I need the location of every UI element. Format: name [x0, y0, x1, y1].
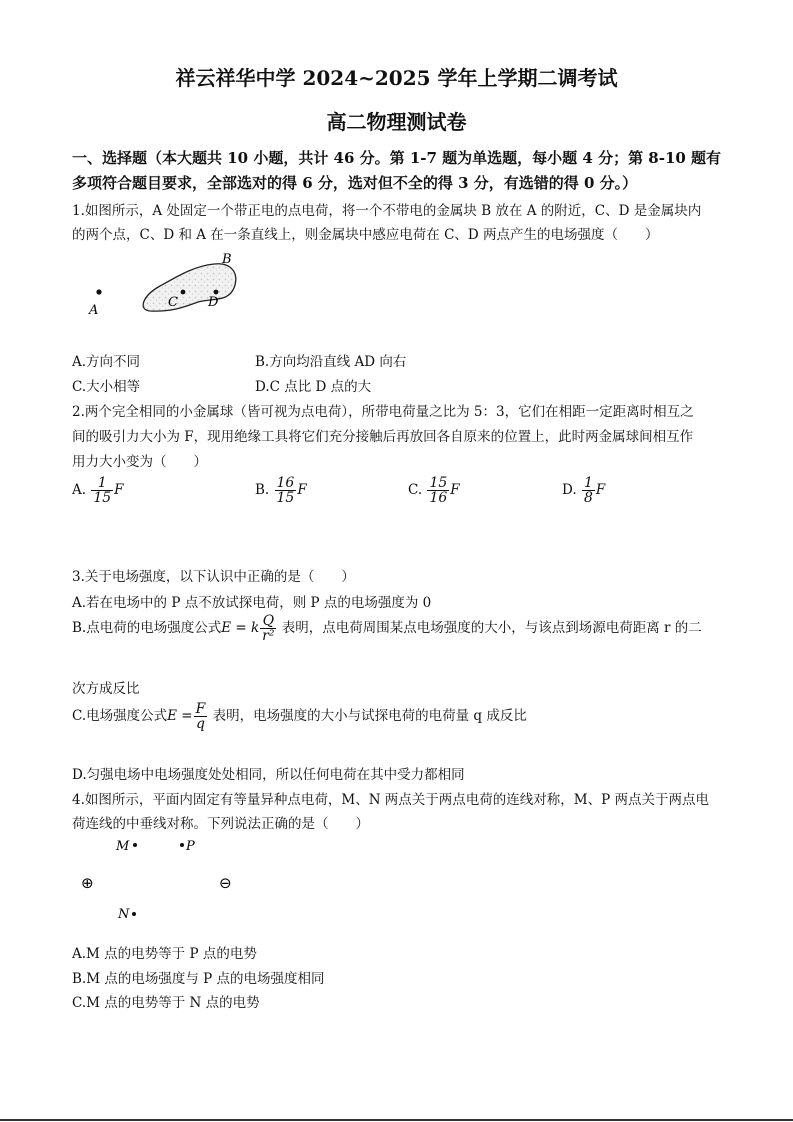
q3-formula-b-fraction: $\frac{Q}{\text{r²}}$	[262, 613, 275, 644]
q2-option-d-label: D.	[562, 482, 577, 498]
metal-block-b	[143, 264, 236, 311]
q2-stem-line1: 2.两个完全相同的小金属球（皆可视为点电荷），所带电荷量之比为 5：3，它们在相距一定距离时相互之	[72, 404, 694, 420]
q3-formula-c-lhs: E =	[167, 708, 193, 724]
q4-option-b: B.M 点的电场强度与 P 点的电场强度相同	[72, 971, 325, 987]
q4-stem-line1: 4.如图所示，平面内固定有等量异种点电荷，M、N 两点关于两点电荷的连线对称，M、P 两点关于两点电	[72, 792, 710, 808]
point-d-dot	[214, 290, 219, 295]
q1-option-d: D.C 点比 D 点的大	[255, 379, 372, 395]
q3-formula-b-lhs: E = k	[221, 620, 260, 636]
q2-stem-line3: 用力大小变为（ ）	[72, 454, 207, 470]
point-c-dot	[181, 290, 186, 295]
q3-stem: 3.关于电场强度，以下认识中正确的是（ ）	[72, 569, 355, 585]
exam-subtitle: 高二物理测试卷	[326, 110, 467, 134]
q2-option-b-label: B.	[255, 482, 270, 498]
q1-option-a: A.方向不同	[72, 354, 141, 370]
section-heading-line2: 多项符合题目要求，全部选对的得 6 分，选对但不全的得 3 分，有选错的得 0 分。）	[72, 174, 638, 192]
q1-stem-line1: 1.如图所示，A 处固定一个带正电的点电荷，将一个不带电的金属块 B 放在 A 的附近，C、D 是金属块内	[72, 203, 702, 219]
q2-option-a: A. $\frac{1}{15}$ F	[72, 475, 124, 506]
q1-figure	[80, 248, 250, 328]
page-bottom-rule	[0, 1119, 793, 1121]
section-heading-line1: 一、选择题（本大题共 10 小题，共计 46 分。第 1-7 题为单选题，每小题 4 分；第 8-10 题有	[72, 149, 722, 167]
q3-option-b-cont: 次方成反比	[72, 681, 140, 697]
label-p: P	[186, 839, 195, 854]
label-a: A	[89, 303, 99, 318]
q4-stem-line2: 荷连线的中垂线对称。下列说法正确的是（ ）	[72, 816, 369, 832]
q4-option-c: C.M 点的电势等于 N 点的电势	[72, 995, 260, 1011]
q3-option-d: D.匀强电场中电场强度处处相同，所以任何电荷在其中受力都相同	[72, 767, 465, 783]
label-b: B	[222, 252, 232, 267]
q2-option-c-label: C.	[408, 482, 423, 498]
q2-option-c: C. $\frac{15}{16}$ F	[408, 475, 460, 506]
q1-option-b: B.方向均沿直线 AD 向右	[255, 354, 407, 370]
positive-charge-icon: ⊕	[81, 874, 94, 892]
q3-option-a: A.若在电场中的 P 点不放试探电荷，则 P 点的电场强度为 0	[72, 595, 432, 611]
q2-option-a-fraction: $\frac{1}{15}$	[93, 475, 112, 506]
point-m-dot	[133, 843, 137, 847]
q2-option-c-fraction: $\frac{15}{16}$	[429, 475, 448, 506]
point-p-dot	[180, 843, 184, 847]
q2-option-a-label: A.	[72, 482, 87, 498]
negative-charge-icon: ⊖	[219, 874, 232, 892]
q3-option-b: B.点电荷的电场强度公式E = k $\frac{Q}{\text{r²}}$ 表明，点电荷周围某点电场强度的大小，与该点到场源电荷距离 r 的二	[72, 613, 702, 644]
q2-option-b: B. $\frac{16}{15}$ F	[255, 475, 307, 506]
q4-option-a: A.M 点的电势等于 P 点的电势	[72, 946, 257, 962]
q2-stem-line2: 间的吸引力大小为 F，现用绝缘工具将它们充分接触后再放回各自原来的位置上，此时两金属球间相互作	[72, 429, 694, 445]
label-d: D	[208, 295, 219, 310]
label-c: C	[168, 295, 178, 310]
q1-option-c: C.大小相等	[72, 379, 141, 395]
q1-stem-line2: 的两个点，C、D 和 A 在一条直线上，则金属块中感应电荷在 C、D 两点产生的电场强度（ ）	[72, 227, 659, 243]
label-m: M	[116, 839, 130, 854]
q4-figure	[78, 832, 248, 927]
label-n: N	[118, 907, 130, 922]
q2-option-d: D. $\frac{1}{8}$ F	[562, 475, 606, 506]
charge-a-dot	[96, 289, 101, 294]
exam-title: 祥云祥华中学 2024~2025 学年上学期二调考试	[175, 66, 618, 90]
q2-option-d-fraction: $\frac{1}{8}$	[583, 475, 593, 506]
point-n-dot	[132, 912, 136, 916]
q2-option-b-fraction: $\frac{16}{15}$	[276, 475, 295, 506]
q3-formula-c-fraction: $\frac{F}{q}$	[195, 701, 206, 732]
q3-option-c: C.电场强度公式E = $\frac{F}{q}$ 表明，电场强度的大小与试探电荷的电荷量 q 成反比	[72, 701, 527, 732]
